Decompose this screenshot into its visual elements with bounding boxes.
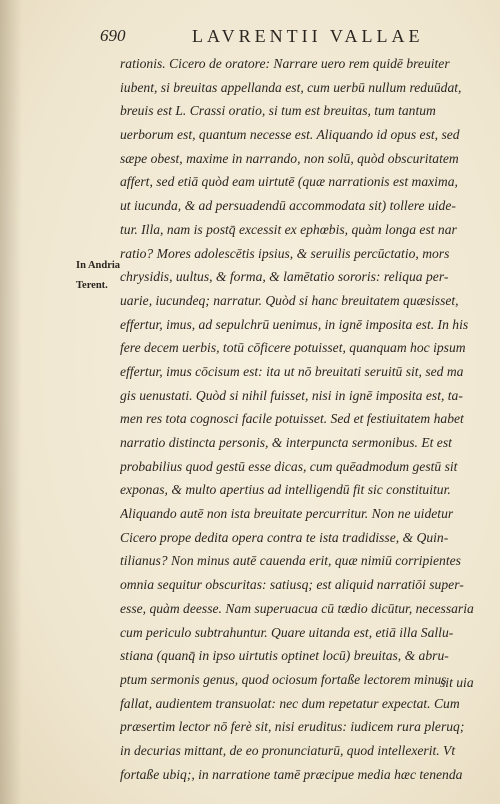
text-line: præsertim lector nō ferè sit, nisi eruditus: iudicem rura pleruq; bbox=[120, 719, 465, 735]
text-line: gis uenustati. Quòd si nihil fuisset, nisi in ignē imposita est, ta- bbox=[120, 387, 463, 403]
text-line: esse, quàm deesse. Nam superuacua cū tædio dicūtur, necessaria bbox=[120, 600, 474, 616]
text-line: affert, sed etiā quòd eam uirtutē (quæ narrationis est maxima, bbox=[120, 174, 458, 190]
text-line: breuis est L. Crassi oratio, si tum est breuitas, tum tantum bbox=[120, 103, 436, 119]
text-line: tur. Illa, nam is postq̄ excessit ex ephœbis, quàm longa est nar bbox=[120, 221, 457, 237]
text-line: probabilius quod gestū esse dicas, cum quēadmodum gestū sit bbox=[120, 458, 458, 474]
text-line: in decurias mittant, de eo pronunciaturū, quod intellexerit. Vt bbox=[120, 742, 456, 758]
text-line: men res tota cognosci facile potuisset. Sed et festiuitatem habet bbox=[120, 411, 464, 427]
gutter-shadow bbox=[0, 0, 22, 804]
text-line: ut iucunda, & ad persuadendū accommodata sit) tollere uide- bbox=[120, 198, 456, 214]
running-title: LAVRENTII VALLAE bbox=[192, 26, 424, 46]
text-line: Aliquando autē non ista breuitate percurritur. Non ne uidetur bbox=[120, 506, 454, 522]
catchword: sit uia bbox=[440, 675, 474, 690]
text-line: uerborum est, quantum necesse est. Aliquando id opus est, sed bbox=[120, 127, 460, 143]
page-header bbox=[100, 24, 480, 52]
text-line: fere decem uerbis, totū cōficere potuisset, quanquam hoc ipsum bbox=[120, 340, 466, 356]
body-text bbox=[120, 52, 486, 786]
text-line: rationis. Cicero de oratore: Narrare uero rem quidē breuiter bbox=[120, 56, 450, 71]
margin-notes bbox=[76, 256, 122, 296]
text-line: iubent, si breuitas appellanda est, cum uerbū nullum reduūdat, bbox=[120, 79, 462, 95]
text-line: exponas, & multo apertius ad intelligendū fit sic constituitur. bbox=[120, 482, 451, 498]
text-line: effertur, imus cōcisum est: ita ut nō breuitati seruitū sit, sed ma bbox=[120, 363, 464, 379]
text-line: effertur, imus, ad sepulchrū uenimus, in ignē imposita est. In his bbox=[120, 316, 469, 332]
text-line: sæpe obest, maxime in narrando, non solū, quòd obscuritatem bbox=[120, 150, 459, 166]
text-line: Cicero prope dedita opera contra te ista tradidisse, & Quin- bbox=[120, 529, 449, 545]
text-line: tilianus? Non minus autē cauenda erit, quæ nimiū corripientes bbox=[120, 553, 461, 569]
text-line: stiana (quanq̄ in ipso uirtutis optinet locū) breuitas, & abru- bbox=[120, 648, 449, 664]
text-line: uarie, iucundeq; narratur. Quòd si hanc breuitatem quæsisset, bbox=[120, 292, 459, 308]
margin-note: Terent. bbox=[76, 280, 108, 291]
page-number: 690 bbox=[100, 26, 126, 45]
text-line: fallat, audientem transuolat: nec dum repetatur expectat. Cum bbox=[120, 695, 460, 711]
text-line: omnia sequitur obscuritas: satiusq; est aliquid narratiōi super- bbox=[120, 577, 464, 593]
text-line: ptum sermonis genus, quod ociosum fortaße lectorem minus bbox=[120, 671, 447, 687]
text-line: cum periculo subtrahuntur. Quare uitanda est, etiā illa Sallu- bbox=[120, 624, 454, 640]
margin-note: In Andria bbox=[76, 260, 121, 271]
text-line: narratio distincta personis, & interpuncta sermonibus. Et est bbox=[120, 435, 452, 450]
text-line: chrysidis, uultus, & forma, & lamētatio sororis: reliqua per- bbox=[120, 269, 449, 285]
text-line: ratio? Mores adolescētis ipsius, & seruilis percūctatio, mors bbox=[120, 245, 450, 261]
text-line: fortaße ubiq;, in narratione tamē præcipue media hæc tenenda bbox=[120, 766, 463, 782]
